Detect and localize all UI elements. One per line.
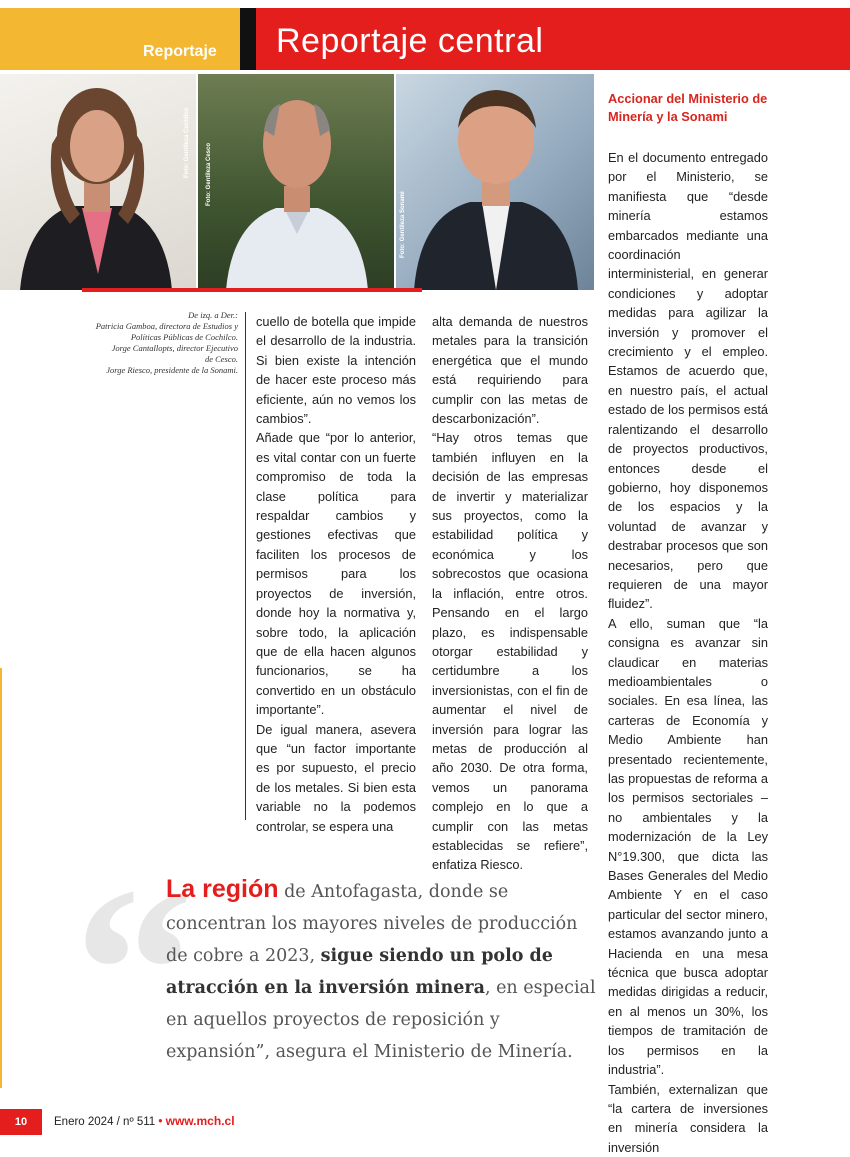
caption-line: Jorge Riesco, presidente de la Sonami. (80, 365, 238, 376)
article-column-1 (256, 312, 416, 836)
paragraph: alta demanda de nuestros metales para la transición energética que el mundo está requiriendo para cumplir con las metas de descarbonización”. (432, 312, 588, 428)
photo-credit-2: Foto: Gentileza Cesco (206, 143, 212, 206)
photo-jorge-riesco (396, 74, 594, 290)
caption-line: Políticas Públicas de Cochilco. (80, 332, 238, 343)
section-title: Reportaje central (276, 22, 543, 61)
paragraph: En el documento entregado por el Ministerio, se manifiesta que “desde minería estamos embarcados mediante una coordinación interministerial, en generar condiciones y adoptar medidas para agilizar la inversión y promover el crecimiento y el empleo. Estamos de acuerdo que, en nuestro país, el actual estado de los permisos está ralentizando el desarrollo de proyectos productivos, entonces desde el gobierno, hoy disponemos de los espacios y la voluntad de avanzar y destrabar procesos que son necesarios, pero que requieren de una mayor fluidez”. (608, 148, 768, 614)
header-divider-block (240, 8, 256, 70)
portrait-man-suit-illustration (396, 74, 594, 290)
caption-line: de Cesco. (80, 354, 238, 365)
margin-accent-bar (0, 668, 2, 1088)
pull-quote (166, 873, 596, 1068)
photo-caption (80, 310, 238, 376)
caption-line: Jorge Cantallopts, director Ejecutivo (80, 343, 238, 354)
paragraph: “Hay otros temas que también influyen en la decisión de las empresas de invertir y materializar sus proyectos, como la estabilidad política y económica y los sobrecostos que ocasiona la inflación, entre otros. Pensando en el largo plazo, es indispensable otorgar estabilidad y certidumbre a los inversionistas, con el fin de aumentar el nivel de inversión para lograr las metas de producción al año 2030. De otra forma, vemos un panorama complejo en lo que a cumplir con las metas establecidas se refiere”, enfatiza Riesco. (432, 428, 588, 874)
paragraph: Añade que “por lo anterior, es vital contar con un fuerte compromiso de toda la clase política para respaldar cambios y gestiones efectivas que faciliten los procesos de permisos para los proyectos de inversión, donde hoy la normativa y, sobre todo, la aplicación que de ella hacen algunos funcionarios, se ha convertido en un obstáculo importante”. (256, 428, 416, 719)
photo-red-rule (82, 288, 422, 292)
paragraph: También, externalizan que “la cartera de inversiones en minería considera la inversión (608, 1080, 768, 1157)
photo-credit-3: Foto: Gentileza Sonami (400, 191, 406, 258)
photo-credit-1: Foto: Gentileza Cochilco (184, 108, 190, 178)
photo-patricia-gamboa (0, 74, 196, 290)
portrait-woman-illustration (0, 74, 196, 290)
quote-highlight: sigue siendo un polo de atracción en la inversión minera (166, 946, 553, 998)
column-divider (245, 312, 246, 820)
footer-separator: • (158, 1116, 162, 1128)
footer-issue-line (54, 1114, 235, 1128)
quote-mark-icon: “ (74, 850, 194, 1090)
paragraph: De igual manera, asevera que “un factor importante es por supuesto, el precio de los metales. Si bien esta variable no la podemos controlar, se espera una (256, 720, 416, 836)
quote-lead: La región (166, 875, 279, 903)
section-tag: Reportaje (143, 43, 217, 61)
issue-label: Enero 2024 / nº 511 (54, 1116, 155, 1128)
caption-line: De izq. a Der.: (80, 310, 238, 321)
subsection-heading: Accionar del Ministerio de Minería y la Sonami (608, 90, 778, 126)
quote-text-end: , en especial en aquellos proyectos de reposición y expansión”, asegura el Ministerio de Minería. (166, 978, 596, 1062)
paragraph: A ello, suman que “la consigna es avanzar sin claudicar en materias medioambientales o sociales. En esa línea, las carteras de Economía y Medio Ambiente han presentado recientemente, las propuestas de reforma a los permisos sectoriales – no ambientales y la modernización de la Ley N°19.300, que dicta las Bases Generales del Medio Ambiente Y en el caso particular del sector minero, estamos avanzando junto a Hacienda en una mesa técnica que busca adoptar medidas dirigidas a reducir, en al menos un 30%, los tiempos de tramitación de los permisos en la industria”. (608, 614, 768, 1080)
quote-text: de Antofagasta, donde se concentran los mayores niveles de producción de cobre a 2023, (166, 882, 577, 966)
caption-line: Patricia Gamboa, directora de Estudios y (80, 321, 238, 332)
page-number: 10 (0, 1109, 42, 1135)
website-link[interactable]: www.mch.cl (166, 1114, 235, 1128)
photo-jorge-cantallopts (198, 74, 394, 290)
portrait-man-illustration (198, 74, 394, 290)
paragraph: cuello de botella que impide el desarrollo de la industria. Si bien existe la intención de hacer este proceso más eficiente, aún no vemos los cambios”. (256, 312, 416, 428)
article-column-3 (608, 148, 768, 1157)
article-column-2 (432, 312, 588, 875)
